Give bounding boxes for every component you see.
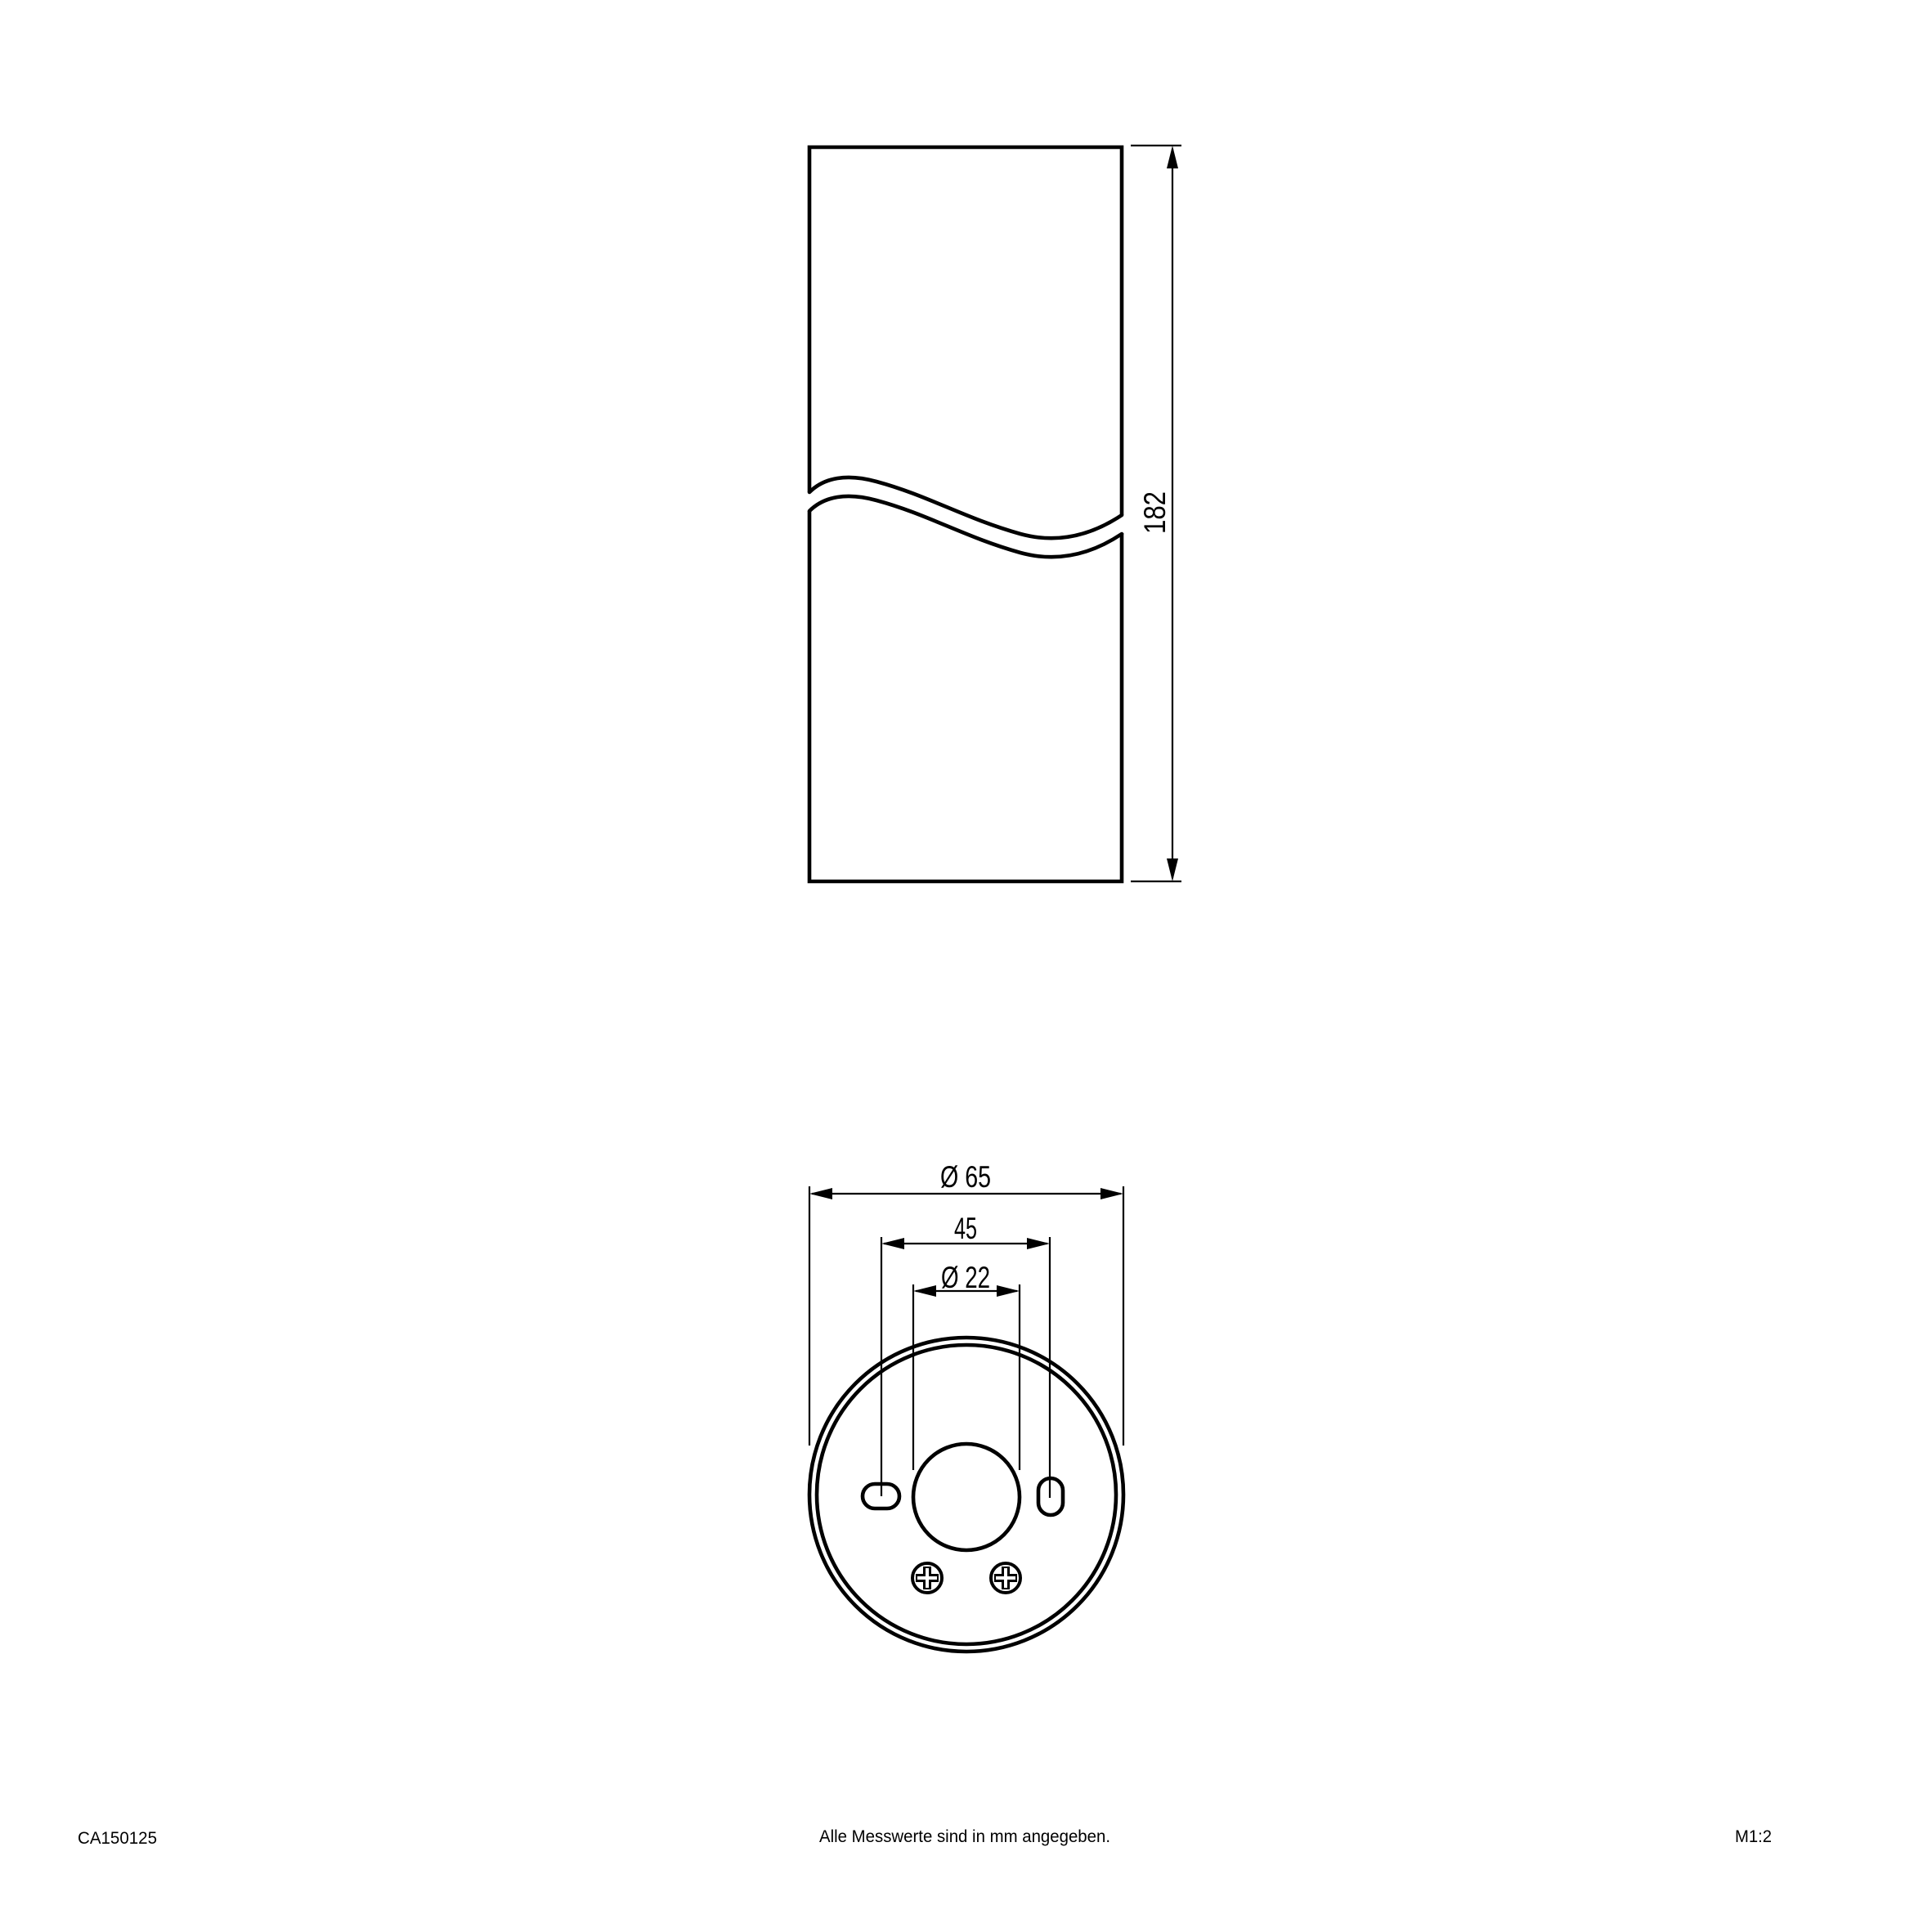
scale-label: M1:2	[1735, 1827, 1772, 1846]
dim-center-hole-arrow-left-icon	[913, 1285, 936, 1297]
dim-outer-diameter-arrow-right-icon	[1100, 1188, 1123, 1199]
break-wave-lower	[809, 496, 1122, 557]
dim-height-arrow-bottom-icon	[1167, 858, 1178, 881]
dim-center-hole-label: Ø 22	[941, 1261, 990, 1294]
dim-outer-diameter-label: Ø 65	[940, 1160, 991, 1194]
screw-right	[991, 1563, 1020, 1593]
dim-height-label: 182	[1138, 483, 1172, 534]
dim-hole-spacing-arrow-left-icon	[881, 1238, 904, 1249]
dim-center-hole	[913, 1261, 1020, 1470]
dim-outer-diameter-arrow-left-icon	[809, 1188, 832, 1199]
dim-height	[1131, 146, 1181, 881]
dim-hole-spacing-label: 45	[954, 1212, 977, 1245]
plan-center-hole-circle	[913, 1444, 1020, 1550]
units-note: Alle Messwerte sind in mm angegeben.	[819, 1827, 1110, 1846]
break-wave-upper	[809, 477, 1122, 538]
article-number: CA150125	[78, 1829, 157, 1848]
phillips-cross-right-slot	[996, 1568, 1015, 1588]
side-view	[809, 146, 1181, 881]
dim-center-hole-arrow-right-icon	[997, 1285, 1020, 1297]
dim-hole-spacing-arrow-right-icon	[1027, 1238, 1050, 1249]
screw-left	[912, 1563, 942, 1593]
dim-outer-diameter	[809, 1160, 1123, 1446]
footer	[78, 1827, 1772, 1848]
dim-height-arrow-top-icon	[1167, 146, 1178, 168]
plan-outer-circle	[809, 1338, 1123, 1652]
side-view-body-lower-outline	[809, 511, 1122, 881]
phillips-cross-left-slot	[917, 1568, 937, 1588]
side-view-body-upper-outline	[809, 147, 1122, 515]
plan-view	[809, 1160, 1123, 1652]
